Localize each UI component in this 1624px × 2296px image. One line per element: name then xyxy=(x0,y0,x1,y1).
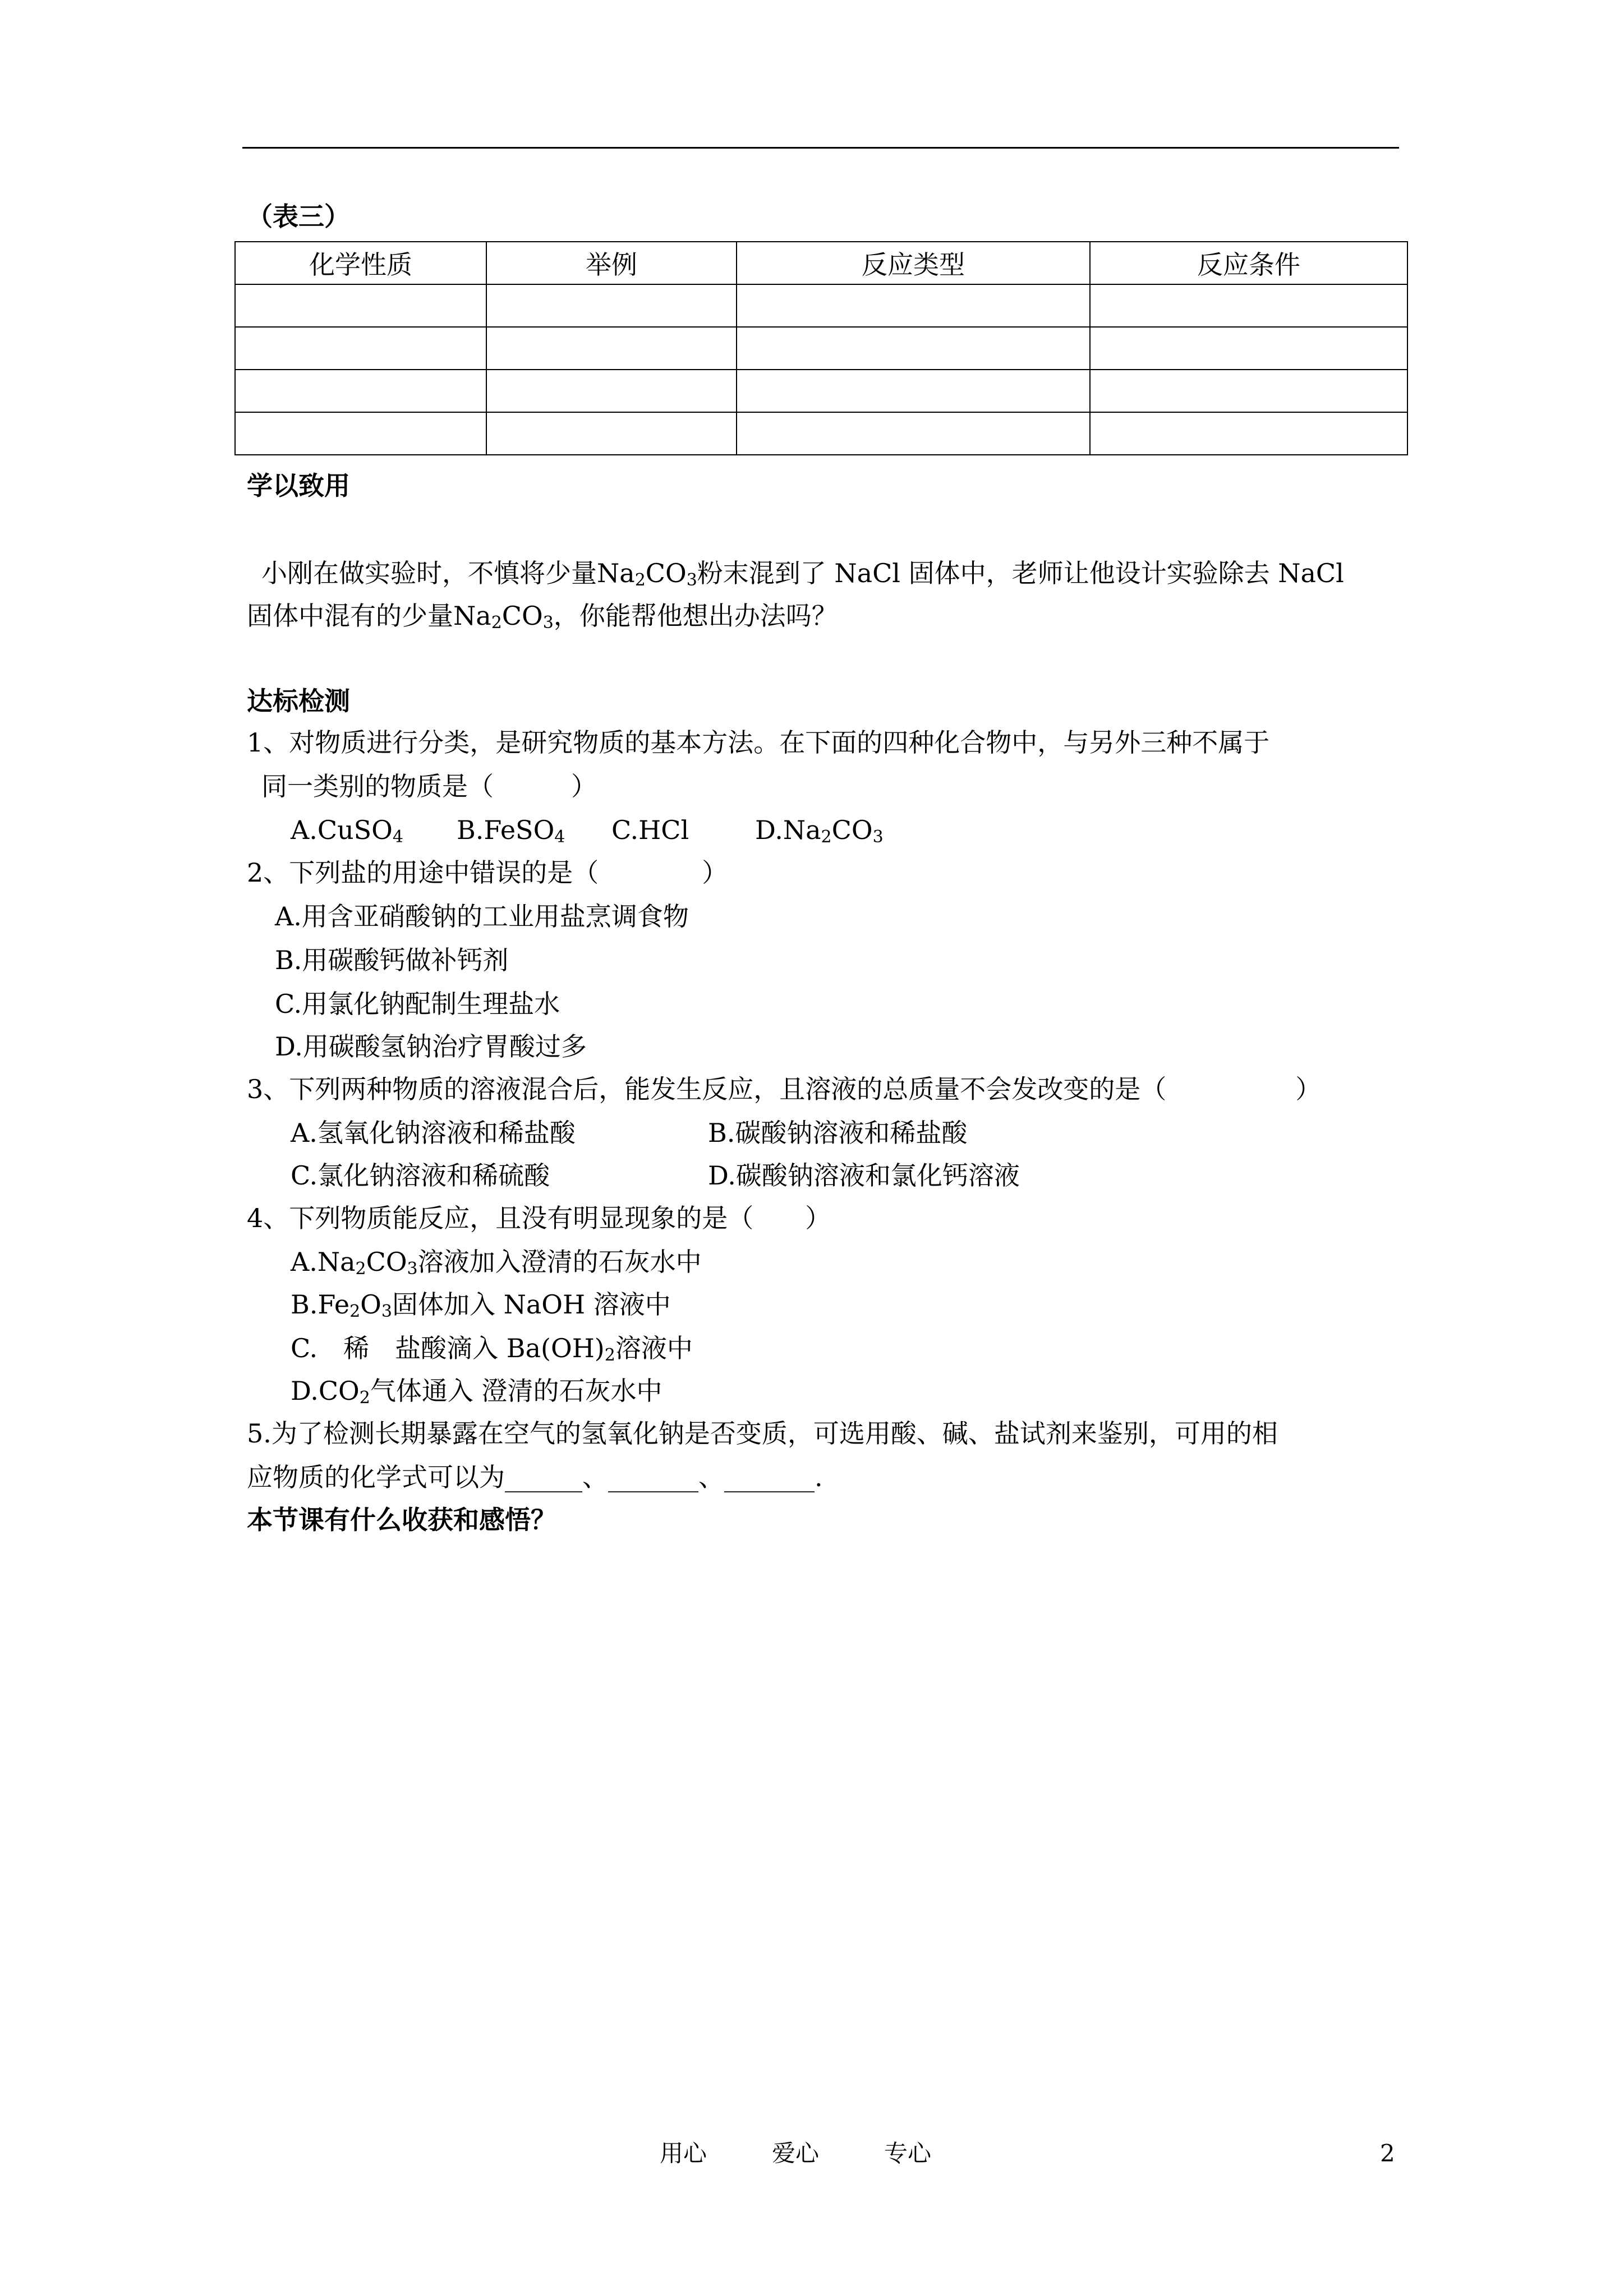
subscript: 4 xyxy=(554,827,565,847)
table-cell xyxy=(486,327,737,370)
chemical-properties-table xyxy=(234,241,1408,455)
question-4-option-c xyxy=(291,1331,693,1365)
table-row xyxy=(235,370,1407,412)
table-cell xyxy=(235,327,486,370)
subscript: 2 xyxy=(349,1302,361,1321)
table-cell xyxy=(737,327,1090,370)
text: 粉末混到了 NaCl 固体中，老师让他设计实验除去 NaCl xyxy=(697,558,1344,588)
text: B.Fe xyxy=(291,1289,350,1320)
table-cell xyxy=(486,412,737,455)
table-cell xyxy=(235,370,486,412)
question-2-option-c: C.用氯化钠配制生理盐水 xyxy=(275,989,560,1019)
text: ，你能帮他想出办法吗？ xyxy=(553,601,838,631)
subscript: 2 xyxy=(355,1259,366,1279)
table-title: （表三） xyxy=(247,201,350,232)
text: CO xyxy=(831,815,873,845)
question-1-option-d xyxy=(755,813,884,847)
footer-motto-2: 爱心 xyxy=(772,2140,820,2167)
question-1-option-c: C.HCl xyxy=(611,815,689,845)
text: 气体通入 澄清的石灰水中 xyxy=(370,1376,663,1406)
subscript: 3 xyxy=(381,1302,392,1321)
question-4-option-d xyxy=(291,1374,663,1408)
table-cell xyxy=(1090,284,1407,327)
text: 溶液加入澄清的石灰水中 xyxy=(417,1247,702,1277)
text: 溶液中 xyxy=(615,1333,693,1363)
apply-paragraph-line-2 xyxy=(247,599,838,633)
table-header-row xyxy=(235,242,1407,284)
text: A.CuSO xyxy=(291,815,393,845)
subscript: 3 xyxy=(542,613,554,633)
table-cell xyxy=(235,412,486,455)
text: D.CO xyxy=(291,1376,360,1406)
table-cell xyxy=(1090,327,1407,370)
header-rule xyxy=(242,147,1399,149)
text: O xyxy=(360,1289,381,1320)
formula: Na xyxy=(597,558,635,588)
subscript: 2 xyxy=(604,1345,615,1365)
footer-motto-3: 专心 xyxy=(884,2140,932,2167)
table-cell xyxy=(486,284,737,327)
page-number: 2 xyxy=(1380,2140,1395,2167)
section-title-apply: 学以致用 xyxy=(247,471,350,501)
footer-motto-1: 用心 xyxy=(660,2140,707,2167)
table-cell xyxy=(235,284,486,327)
table-row xyxy=(235,284,1407,327)
question-5-line-1: 5.为了检测长期暴露在空气的氢氧化钠是否变质，可选用酸、碱、盐试剂来鉴别，可用的相 xyxy=(247,1418,1278,1449)
table-row xyxy=(235,412,1407,455)
table-header-cell: 举例 xyxy=(486,242,737,284)
text: A.Na xyxy=(291,1247,356,1277)
question-1-line-1: 1、对物质进行分类，是研究物质的基本方法。在下面的四种化合物中，与另外三种不属于 xyxy=(247,727,1270,758)
text: C. 稀 盐酸滴入 Ba(OH) xyxy=(291,1333,605,1363)
question-2-option-b: B.用碳酸钙做补钙剂 xyxy=(275,945,509,975)
table-cell xyxy=(1090,370,1407,412)
subscript: 2 xyxy=(634,570,646,590)
table-cell xyxy=(737,284,1090,327)
section-title-test: 达标检测 xyxy=(247,686,350,716)
formula: Na xyxy=(453,601,491,631)
text: 小刚在做实验时，不慎将少量 xyxy=(261,558,597,588)
question-3-option-d: D.碳酸钠溶液和氯化钙溶液 xyxy=(708,1160,1020,1191)
table-cell xyxy=(486,370,737,412)
question-3-option-a: A.氢氧化钠溶液和稀盐酸 xyxy=(291,1118,576,1148)
subscript: 3 xyxy=(872,827,884,847)
question-3-option-c: C.氯化钠溶液和稀硫酸 xyxy=(291,1160,550,1191)
subscript: 2 xyxy=(359,1388,370,1408)
table-header-cell: 化学性质 xyxy=(235,242,486,284)
text: 固体中混有的少量 xyxy=(247,601,453,631)
formula: CO xyxy=(645,558,687,588)
question-2-option-d: D.用碳酸氢钠治疗胃酸过多 xyxy=(275,1031,587,1062)
question-4: 4、下列物质能反应，且没有明显现象的是（ ） xyxy=(247,1203,831,1233)
question-1-option-b xyxy=(457,813,565,847)
question-1-line-2: 同一类别的物质是（ ） xyxy=(261,771,597,801)
subscript: 4 xyxy=(392,827,403,847)
question-4-option-b xyxy=(291,1288,671,1321)
table-cell xyxy=(737,370,1090,412)
question-2: 2、下列盐的用途中错误的是（ ） xyxy=(247,857,728,888)
text: CO xyxy=(366,1247,407,1277)
table-cell xyxy=(1090,412,1407,455)
question-1-option-a xyxy=(291,813,403,847)
question-5-line-2: 应物质的化学式可以为______、_______、_______. xyxy=(247,1462,823,1492)
question-4-option-a xyxy=(291,1245,702,1279)
reflection-prompt: 本节课有什么收获和感悟？ xyxy=(247,1505,556,1535)
table-header-cell: 反应条件 xyxy=(1090,242,1407,284)
formula: CO xyxy=(502,601,543,631)
question-3: 3、下列两种物质的溶液混合后，能发生反应，且溶液的总质量不会发改变的是（ ） xyxy=(247,1074,1322,1104)
text: 固体加入 NaOH 溶液中 xyxy=(392,1289,671,1320)
question-3-option-b: B.碳酸钠溶液和稀盐酸 xyxy=(708,1118,968,1148)
text: B.FeSO xyxy=(457,815,555,845)
subscript: 2 xyxy=(821,827,832,847)
table-header-cell: 反应类型 xyxy=(737,242,1090,284)
apply-paragraph-line-1 xyxy=(261,556,1344,590)
table-row xyxy=(235,327,1407,370)
subscript: 3 xyxy=(407,1259,418,1279)
subscript: 2 xyxy=(491,613,502,633)
question-2-option-a: A.用含亚硝酸钠的工业用盐烹调食物 xyxy=(275,901,689,932)
table-cell xyxy=(737,412,1090,455)
text: D.Na xyxy=(755,815,821,845)
subscript: 3 xyxy=(686,570,697,590)
